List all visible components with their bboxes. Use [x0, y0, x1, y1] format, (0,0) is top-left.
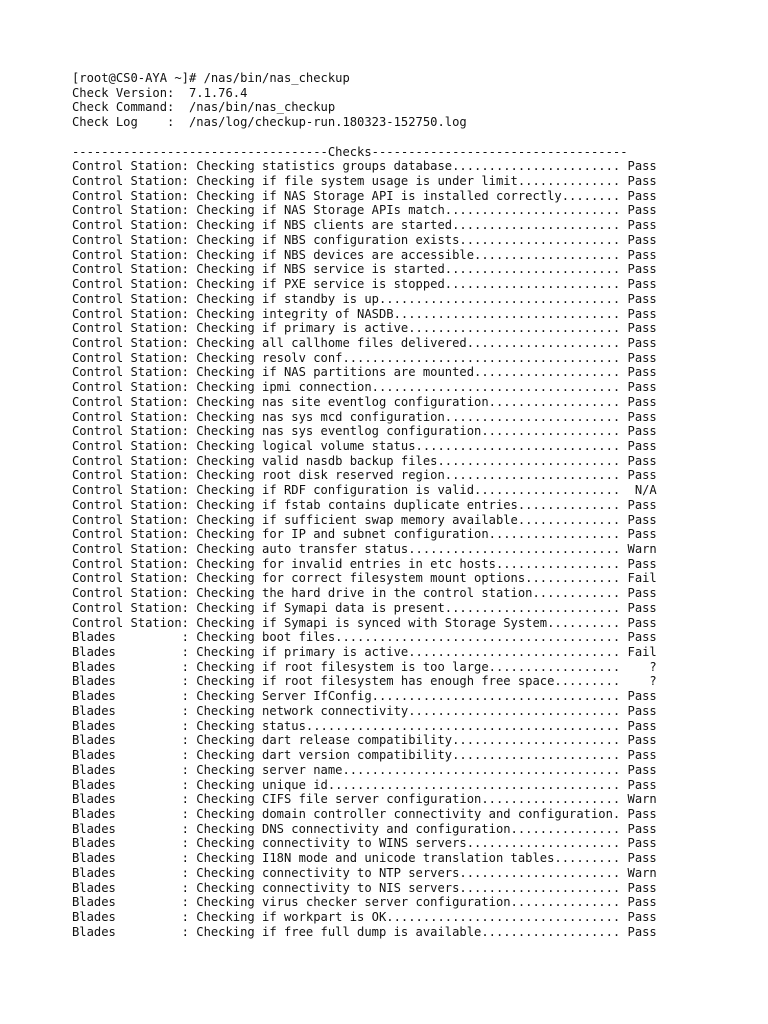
- check-line: Control Station: Checking if fstab contains duplicate entries.............. Pass: [72, 497, 657, 512]
- check-line: Blades : Checking if free full dump is available................... Pass: [72, 924, 657, 939]
- check-line: Control Station: Checking all callhome files delivered..................... Pass: [72, 335, 657, 350]
- check-line: Control Station: Checking if NBS service is started........................ Pass: [72, 262, 657, 277]
- check-line: Control Station: Checking integrity of NASDB............................... Pass: [72, 306, 657, 321]
- check-line: Blades : Checking connectivity to WINS servers..................... Pass: [72, 836, 657, 851]
- check-line: Control Station: Checking if NBS configuration exists...................... Pass: [72, 232, 657, 247]
- check-line: Control Station: Checking if file system usage is under limit.............. Pass: [72, 174, 657, 189]
- check-line: Control Station: Checking statistics groups database....................... Pass: [72, 159, 657, 174]
- check-line: Blades : Checking network connectivity............................. Pass: [72, 703, 657, 718]
- check-line: Control Station: Checking for correct filesystem mount options............. Fail: [72, 571, 657, 586]
- check-line: Control Station: Checking if NBS devices are accessible.................... Pass: [72, 247, 657, 262]
- check-line: Control Station: Checking if primary is active............................. Pass: [72, 321, 657, 336]
- check-line: Control Station: Checking the hard drive in the control station............ Pass: [72, 586, 657, 601]
- check-line: Control Station: Checking auto transfer status............................. Warn: [72, 542, 657, 556]
- check-line: Blades : Checking domain controller connectivity and configuration. Pass: [72, 806, 657, 821]
- check-line: Blades : Checking DNS connectivity and configuration............... Pass: [72, 821, 657, 836]
- check-line: Control Station: Checking root disk reserved region........................ Pass: [72, 468, 657, 483]
- check-line: Blades : Checking I18N mode and unicode translation tables......... Pass: [72, 851, 657, 866]
- check-command: Check Command: /nas/bin/nas_checkup: [72, 100, 336, 115]
- check-line: Blades : Checking connectivity to NTP servers...................... Warn: [72, 865, 657, 880]
- check-line: Control Station: Checking nas sys eventlog configuration................... Pass: [72, 424, 657, 439]
- terminal-output: [72, 71, 762, 939]
- check-line: Control Station: Checking nas site eventlog configuration.................. Pass: [72, 394, 657, 409]
- check-line: Blades : Checking if workpart is OK................................ Pass: [72, 909, 657, 924]
- check-line: Blades : Checking CIFS file server configuration................... Warn: [72, 792, 657, 807]
- check-line: Blades : Checking connectivity to NIS servers...................... Pass: [72, 880, 657, 895]
- check-line: Control Station: Checking if RDF configuration is valid.................... N/A: [72, 483, 657, 498]
- check-line: Blades : Checking if root filesystem has enough free space......... ?: [72, 674, 657, 689]
- check-line: Blades : Checking boot files....................................... Pass: [72, 630, 657, 645]
- check-line: Control Station: Checking if Symapi data is present........................ Pass: [72, 600, 657, 615]
- command-prompt: [root@CS0-AYA ~]# /nas/bin/nas_checkup: [72, 71, 350, 85]
- check-log: Check Log : /nas/log/checkup-run.180323-152750.log: [72, 115, 467, 130]
- check-line: Control Station: Checking if sufficient swap memory available.............. Pass: [72, 512, 657, 527]
- check-line: Control Station: Checking if standby is up................................. Pass: [72, 291, 657, 306]
- check-line: Blades : Checking unique id........................................ Pass: [72, 777, 657, 792]
- check-line: Blades : Checking dart version compatibility....................... Pass: [72, 748, 657, 763]
- checks-list: [72, 159, 762, 939]
- check-line: Control Station: Checking for IP and subnet configuration.................. Pass: [72, 527, 657, 542]
- check-line: Blades : Checking server name...................................... Pass: [72, 762, 657, 777]
- check-line: Blades : Checking virus checker server configuration............... Pass: [72, 895, 657, 910]
- check-line: Control Station: Checking valid nasdb backup files......................... Pass: [72, 453, 657, 468]
- check-line: Control Station: Checking if NAS partitions are mounted.................... Pass: [72, 365, 657, 380]
- check-line: Blades : Checking if root filesystem is too large.................. ?: [72, 659, 657, 674]
- check-line: Control Station: Checking if NAS Storage APIs match........................ Pass: [72, 203, 657, 218]
- check-line: Control Station: Checking logical volume status............................ Pass: [72, 438, 657, 453]
- check-line: Blades : Checking if primary is active............................. Fail: [72, 645, 657, 660]
- check-line: Blades : Checking Server IfConfig.................................. Pass: [72, 689, 657, 704]
- check-line: Control Station: Checking resolv conf...................................... Pass: [72, 350, 657, 365]
- checks-separator: -----------------------------------Checks-----------------------------------: [72, 144, 628, 159]
- check-line: Blades : Checking dart release compatibility....................... Pass: [72, 733, 657, 748]
- check-line: Control Station: Checking ipmi connection.................................. Pass: [72, 380, 657, 395]
- check-line: Control Station: Checking if PXE service is stopped........................ Pass: [72, 277, 657, 292]
- check-line: Control Station: Checking if NAS Storage API is installed correctly........ Pass: [72, 188, 657, 203]
- check-line: Control Station: Checking for invalid entries in etc hosts................. Pass: [72, 556, 657, 571]
- check-line: Control Station: Checking if Symapi is synced with Storage System.......... Pass: [72, 615, 657, 630]
- blank-line: [72, 130, 762, 145]
- check-line: Control Station: Checking if NBS clients are started....................... Pass: [72, 218, 657, 233]
- check-line: Blades : Checking status........................................... Pass: [72, 718, 657, 733]
- check-line: Control Station: Checking nas sys mcd configuration........................ Pass: [72, 409, 657, 424]
- check-version: Check Version: 7.1.76.4: [72, 85, 248, 100]
